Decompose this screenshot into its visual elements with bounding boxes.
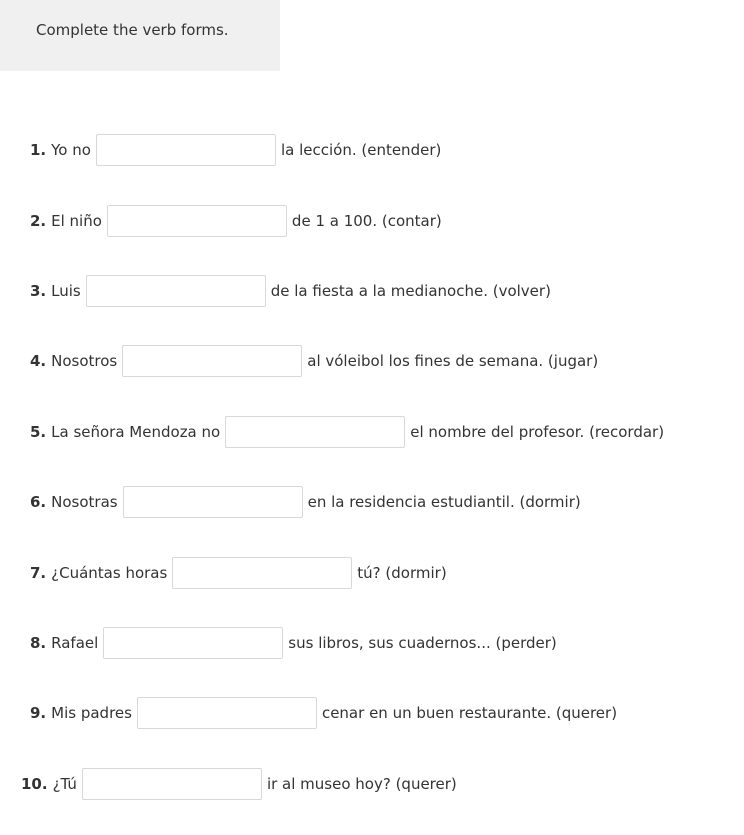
- answer-input-2[interactable]: [107, 205, 287, 237]
- answer-input-8[interactable]: [103, 627, 283, 659]
- question-10: [21, 768, 457, 800]
- question-4: [30, 345, 598, 377]
- answer-input-10[interactable]: [82, 768, 262, 800]
- question-6: [30, 486, 581, 518]
- question-number: 8.: [30, 634, 47, 652]
- answer-input-4[interactable]: [122, 345, 302, 377]
- question-suffix: sus libros, sus cuadernos... (perder): [288, 634, 557, 652]
- question-number: 1.: [30, 141, 47, 159]
- question-number: 9.: [30, 704, 47, 722]
- question-2: [30, 205, 442, 237]
- answer-input-5[interactable]: [225, 416, 405, 448]
- question-number: 3.: [30, 282, 47, 300]
- question-8: [30, 627, 557, 659]
- question-3: [30, 275, 551, 307]
- question-suffix: el nombre del profesor. (recordar): [410, 423, 665, 441]
- question-prefix: Yo no: [51, 141, 91, 159]
- question-suffix: al vóleibol los fines de semana. (jugar): [307, 352, 599, 370]
- answer-input-6[interactable]: [123, 486, 303, 518]
- question-suffix: de la fiesta a la medianoche. (volver): [270, 282, 551, 300]
- question-9: [30, 697, 617, 729]
- question-prefix: ¿Cuántas horas: [51, 564, 168, 582]
- instructions-panel: [0, 0, 280, 71]
- question-prefix: Luis: [51, 282, 81, 300]
- question-1: [30, 134, 441, 166]
- question-prefix: Mis padres: [51, 704, 132, 722]
- question-prefix: Nosotras: [51, 493, 118, 511]
- question-number: 7.: [30, 564, 47, 582]
- question-prefix: La señora Mendoza no: [51, 423, 221, 441]
- question-suffix: cenar en un buen restaurante. (querer): [321, 704, 618, 722]
- question-7: [30, 557, 447, 589]
- question-suffix: la lección. (entender): [280, 141, 442, 159]
- question-number: 2.: [30, 212, 47, 230]
- instructions-text: Complete the verb forms.: [36, 21, 229, 39]
- question-suffix: ir al museo hoy? (querer): [266, 775, 457, 793]
- answer-input-1[interactable]: [96, 134, 276, 166]
- answer-input-3[interactable]: [86, 275, 266, 307]
- question-number: 4.: [30, 352, 47, 370]
- question-number: 6.: [30, 493, 47, 511]
- question-prefix: El niño: [51, 212, 102, 230]
- question-suffix: de 1 a 100. (contar): [291, 212, 442, 230]
- question-number: 10.: [21, 775, 48, 793]
- answer-input-9[interactable]: [137, 697, 317, 729]
- question-number: 5.: [30, 423, 47, 441]
- question-prefix: ¿Tú: [52, 775, 77, 793]
- question-prefix: Nosotros: [51, 352, 118, 370]
- question-5: [30, 416, 664, 448]
- question-suffix: en la residencia estudiantil. (dormir): [307, 493, 581, 511]
- answer-input-7[interactable]: [172, 557, 352, 589]
- question-prefix: Rafael: [51, 634, 99, 652]
- question-suffix: tú? (dormir): [357, 564, 447, 582]
